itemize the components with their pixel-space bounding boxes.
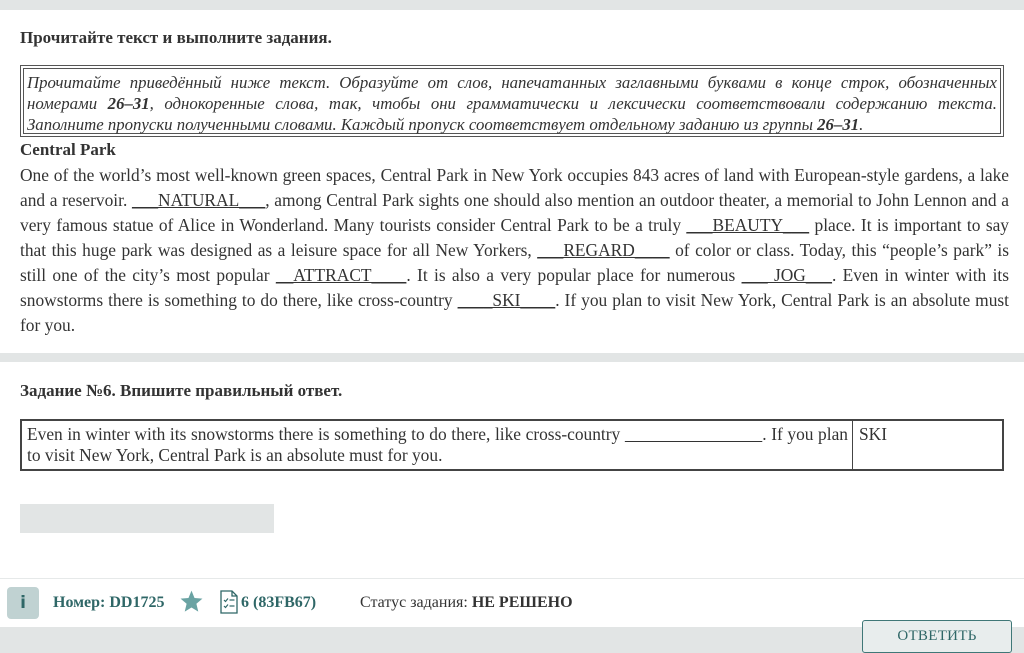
info-button[interactable]: i bbox=[7, 587, 39, 619]
instruction-range: 26–31 bbox=[107, 94, 150, 113]
instruction-part: . bbox=[859, 115, 864, 134]
star-icon[interactable] bbox=[179, 589, 204, 614]
task-number: Номер: DD1725 bbox=[53, 594, 165, 611]
text-sentence: place. It is important to say that this huge park was designed as a leisure space for all New Yorkers, bbox=[20, 215, 1010, 260]
text-sentence: . If you plan to visit New York, Central Park is an absolute must for you. bbox=[20, 290, 1009, 335]
text-sentence: . Even in winter with its snowstorms there is something to do there, like cross-country bbox=[20, 265, 1010, 310]
question-blank bbox=[625, 424, 762, 444]
instruction-text bbox=[23, 68, 1001, 134]
gap-jog: ___ JOG___ bbox=[741, 265, 832, 285]
task-question bbox=[22, 421, 853, 469]
task-table bbox=[20, 419, 1004, 471]
text-title: Central Park bbox=[20, 140, 116, 159]
section-heading: Прочитайте текст и выполните задания. bbox=[20, 28, 332, 47]
section-divider bbox=[0, 353, 1024, 362]
text-sentence: , among Central Park sights one should also mention an outdoor theater, a memorial to John Lennon and a very famous statue of Alice in Wonderland. Many tourists consider Central Park to be a truly bbox=[20, 190, 1009, 235]
reading-text bbox=[20, 163, 1009, 338]
task-heading: Задание №6. Впишите правильный ответ. bbox=[20, 381, 343, 400]
gap-beauty: ___BEAUTY___ bbox=[686, 215, 810, 235]
instruction-part: Прочитайте приведённый ниже текст. Образуйте от слов, напечатанных заглавными буквами в конце строк, обозначенных номерами bbox=[27, 73, 997, 113]
gap-regard: ___REGARD____ bbox=[537, 240, 670, 260]
instruction-range: 26–31 bbox=[817, 115, 860, 134]
text-sentence: of color or class. Today, this “people’s park” is still one of the city’s most popular bbox=[20, 240, 1009, 285]
text-sentence: One of the world’s most well-known green spaces, Central Park in New York occupies 843 acres of land with European-style gardens, a lake and a reservoir. bbox=[20, 165, 1009, 210]
document-icon[interactable] bbox=[219, 590, 239, 614]
footer-divider bbox=[0, 578, 1024, 579]
task-word: SKI bbox=[859, 424, 888, 444]
task-status bbox=[360, 594, 573, 612]
text-sentence: . It is also a very popular place for numerous bbox=[406, 265, 742, 285]
question-part: . If you plan to visit New York, Central Park is an absolute must for you. bbox=[27, 424, 848, 465]
top-band bbox=[0, 0, 1024, 10]
task-link[interactable]: 6 (83FB67) bbox=[241, 594, 317, 611]
gap-natural: ___NATURAL___ bbox=[131, 190, 266, 210]
gap-attract: __ATTRACT____ bbox=[275, 265, 407, 285]
answer-input[interactable] bbox=[20, 504, 274, 533]
status-label: Статус задания: bbox=[360, 594, 468, 611]
instruction-part: , однокоренные слова, так, чтобы они грамматически и лексически соответствовали содержанию текста. Заполните пропуски полученными словами. Каждый пропуск соответствует отдельному заданию из группы bbox=[27, 94, 997, 134]
status-value: НЕ РЕШЕНО bbox=[471, 594, 573, 611]
question-part: Even in winter with its snowstorms there is something to do there, like cross-country bbox=[27, 424, 625, 444]
answer-button[interactable]: ОТВЕТИТЬ bbox=[862, 620, 1012, 653]
instruction-box bbox=[20, 65, 1004, 137]
gap-ski: ____SKI____ bbox=[457, 290, 556, 310]
